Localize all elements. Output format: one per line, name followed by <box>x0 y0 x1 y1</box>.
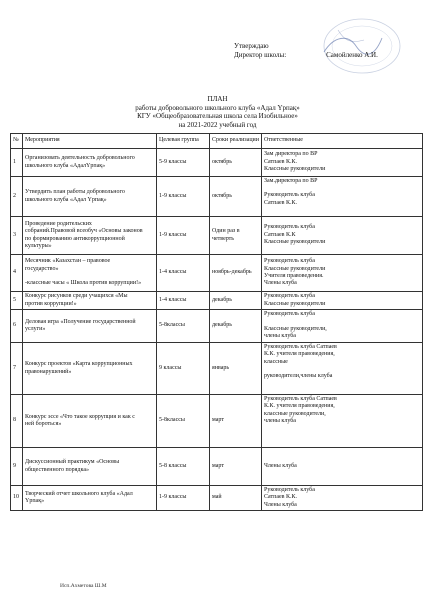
responsible-cell-line: Сатпаев К.К. <box>264 158 298 165</box>
event-cell-line: по формированию антикоррупционной <box>25 235 125 242</box>
event-cell <box>23 255 157 292</box>
responsible-cell-line: Руководитель клуба <box>264 293 315 300</box>
event-cell <box>23 486 157 511</box>
header-group: Целевая группа <box>157 134 210 149</box>
responsible-cell <box>262 343 423 395</box>
plan-table <box>10 133 423 511</box>
dates-cell: Один раз в четверть <box>210 217 262 255</box>
responsible-cell-line: Руководитель клуба <box>264 224 315 231</box>
event-cell <box>23 448 157 486</box>
responsible-cell-line: Учителя правоведения. <box>264 273 324 279</box>
responsible-cell-line: Классные руководители <box>264 300 326 307</box>
director-position: Директор школы: <box>234 51 287 59</box>
table-row <box>11 486 423 511</box>
event-cell-line: школьного клуба «Адал Үрпақ» <box>25 196 107 203</box>
responsible-cell-line: Классные руководители <box>264 166 326 173</box>
header-event: Мероприятия <box>23 134 157 149</box>
responsible-cell-line: Руководитель клуба <box>264 192 315 199</box>
target-group-cell: 1-9 классы <box>157 486 210 511</box>
dates-cell: январь <box>210 343 262 395</box>
table-row <box>11 217 423 255</box>
responsible-cell-line: Классные руководители, <box>264 325 327 332</box>
approval-word: Утверждаю <box>234 42 269 50</box>
target-group-cell: 9 классы <box>157 343 210 395</box>
row-number: 3 <box>11 217 23 255</box>
event-cell <box>23 217 157 255</box>
row-number: 2 <box>11 177 23 217</box>
target-group-cell: 1-4 классы <box>157 292 210 310</box>
header-responsible: Ответственные <box>262 134 423 149</box>
title-line-3: КГУ «Общеобразовательная школа села Изобильное» <box>137 112 298 120</box>
responsible-cell <box>262 448 423 486</box>
responsible-cell-line: Члены клуба <box>264 501 297 508</box>
target-group-cell: 1-9 классы <box>157 177 210 217</box>
executor-note: Исп.Ахметова Ш.М <box>60 583 107 589</box>
event-cell-line: Деловая игра «Получение государственной <box>25 318 136 325</box>
target-group-cell: 5-8классы <box>157 395 210 448</box>
target-group-cell: 5-9 классы <box>157 149 210 177</box>
table-header-row <box>11 134 423 149</box>
responsible-cell <box>262 486 423 511</box>
table-row <box>11 448 423 486</box>
responsible-cell-line: классные руководители, <box>264 410 326 417</box>
table-row <box>11 395 423 448</box>
event-cell-line: Проведение родительских <box>25 220 92 227</box>
event-cell <box>23 292 157 310</box>
event-cell <box>23 310 157 343</box>
target-group-cell: 5-8классы <box>157 310 210 343</box>
responsible-cell-line: Классные руководители <box>264 265 326 272</box>
dates-cell: декабрь <box>210 292 262 310</box>
responsible-cell <box>262 310 423 343</box>
row-number: 9 <box>11 448 23 486</box>
title-line-1: ПЛАН <box>207 95 228 103</box>
approval-block <box>234 42 378 60</box>
responsible-cell <box>262 395 423 448</box>
event-cell-line: Утвердить план работы добровольного <box>25 189 125 196</box>
responsible-cell <box>262 217 423 255</box>
table-row <box>11 292 423 310</box>
responsible-cell-line: К.К. учителя правоведения, <box>264 403 335 410</box>
responsible-cell-line: Зам директора по ВР <box>264 151 318 158</box>
dates-cell: март <box>210 448 262 486</box>
target-group-cell: 1-9 классы <box>157 217 210 255</box>
table-row <box>11 177 423 217</box>
dates-cell: октябрь <box>210 149 262 177</box>
responsible-cell-line: Сатпаев К.К. <box>264 494 298 501</box>
responsible-cell-line: Руководитель клуба <box>264 311 315 318</box>
event-cell-line: Организовать деятельность добровольного <box>25 155 135 162</box>
event-cell <box>23 177 157 217</box>
event-cell-line: Конкурс рисунков среди учащихся «Мы <box>25 293 128 300</box>
table-row <box>11 255 423 292</box>
event-cell-line <box>25 273 154 280</box>
responsible-cell <box>262 149 423 177</box>
event-cell-line: против коррупции!» <box>25 300 77 307</box>
responsible-cell-line: классные <box>264 358 288 365</box>
event-cell <box>23 395 157 448</box>
event-cell-line: ней бороться» <box>25 421 62 427</box>
event-cell-line: собраний.Правовой всеобуч «Основы законов <box>25 228 143 235</box>
responsible-cell <box>262 292 423 310</box>
row-number: 7 <box>11 343 23 395</box>
responsible-cell-line <box>264 319 420 326</box>
responsible-cell-line: Члены клуба <box>264 462 297 469</box>
director-name: Самойленко А.И. <box>326 51 378 59</box>
responsible-cell-line: Руководитель клуба Сатпаев <box>264 344 337 350</box>
table-row <box>11 310 423 343</box>
dates-cell: ноябрь-декабрь <box>210 255 262 292</box>
row-number: 1 <box>11 149 23 177</box>
title-line-4: на 2021-2022 учебный год <box>178 120 257 129</box>
event-cell-line: правонарушений» <box>25 368 72 375</box>
responsible-cell-line: Сатпаев К.К <box>264 231 296 238</box>
row-number: 4 <box>11 255 23 292</box>
event-cell-line: -классные часы « Школа против коррупции!» <box>25 280 142 287</box>
responsible-cell-line: члены клуба <box>264 333 296 340</box>
dates-cell: октябрь <box>210 177 262 217</box>
event-cell-line: услуги» <box>25 326 46 332</box>
table-row <box>11 343 423 395</box>
signature <box>292 51 320 60</box>
event-cell-line: Творческий отчет школьного клуба «Адал <box>25 490 133 497</box>
target-group-cell: 1-4 классы <box>157 255 210 292</box>
responsible-cell-line: Руководитель клуба <box>264 258 315 265</box>
dates-cell: март <box>210 395 262 448</box>
responsible-cell-line: Зам.директора по ВР <box>264 178 318 184</box>
dates-cell: май <box>210 486 262 511</box>
event-cell-line: школьного клуба «АдалҮрпақ» <box>25 162 106 169</box>
responsible-cell-line: Члены клуба <box>264 280 297 287</box>
responsible-cell-line: Руководитель клуба <box>264 487 315 493</box>
header-num: № <box>11 134 23 149</box>
row-number: 5 <box>11 292 23 310</box>
event-cell <box>23 343 157 395</box>
event-cell-line: государство» <box>25 265 59 272</box>
responsible-cell-line: К.К. учителя правоведения, <box>264 351 335 358</box>
event-cell-line: культуры» <box>25 242 52 249</box>
responsible-cell <box>262 177 423 217</box>
event-cell-line: Месячник «Казахстан – правовое <box>25 258 111 265</box>
row-number: 8 <box>11 395 23 448</box>
event-cell <box>23 149 157 177</box>
document-title <box>0 95 435 129</box>
target-group-cell: 5-8 классы <box>157 448 210 486</box>
event-cell-line: общественного порядка» <box>25 466 89 473</box>
responsible-cell-line: Руководитель клуба Сатпаев <box>264 396 337 402</box>
event-cell-line: Конкурс проектов «Карта коррупционных <box>25 361 133 368</box>
responsible-cell-line: Классные руководители <box>264 239 326 246</box>
responsible-cell-line: Сатпаев К.К. <box>264 199 298 206</box>
event-cell-line: Конкурс эссе «Что такое коррупция и как с <box>25 413 135 420</box>
event-cell-line: Дискуссионный практикум «Основы <box>25 459 120 466</box>
row-number: 10 <box>11 486 23 511</box>
event-cell-line: Үрпақ» <box>25 498 45 505</box>
dates-cell: декабрь <box>210 310 262 343</box>
title-line-2: работы добровольного школьного клуба «Адал Үрпақ» <box>135 103 300 112</box>
header-dates: Сроки реализации <box>210 134 262 149</box>
responsible-cell-line: руководители,члены клуба <box>264 373 333 380</box>
responsible-cell <box>262 255 423 292</box>
table-row <box>11 149 423 177</box>
responsible-cell-line: члены клуба <box>264 418 296 425</box>
row-number: 6 <box>11 310 23 343</box>
